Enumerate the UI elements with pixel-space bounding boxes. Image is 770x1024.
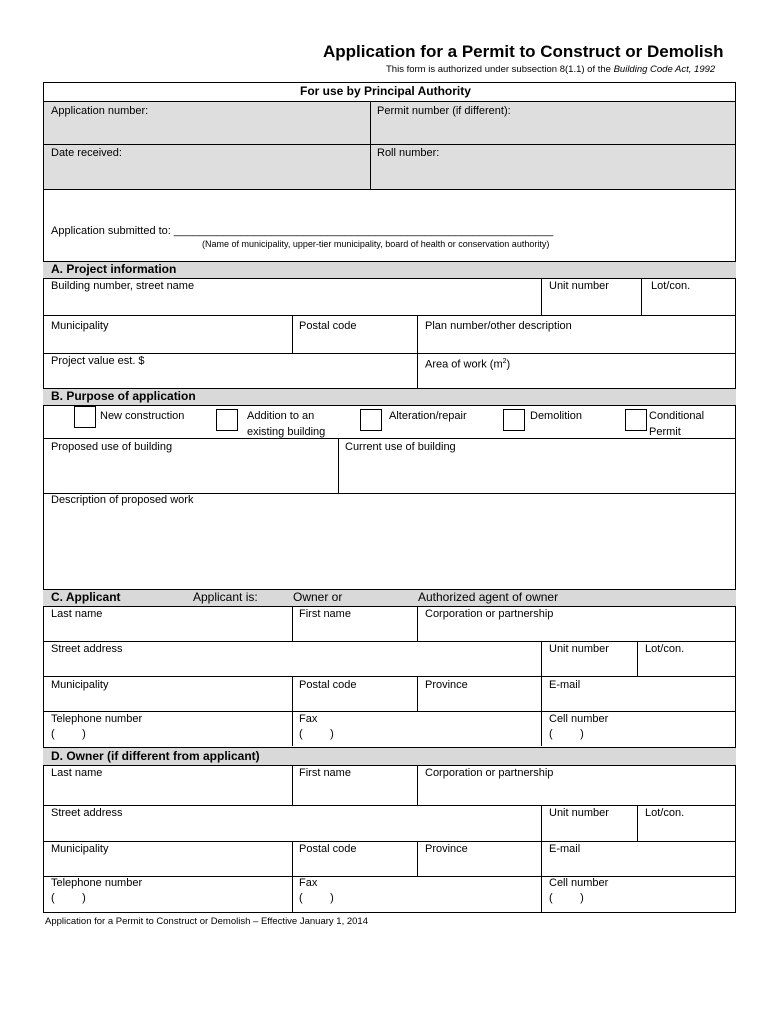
owner-telephone-label: Telephone number <box>51 877 143 889</box>
footer-text: Application for a Permit to Construct or Demolish – Effective January 1, 2014 <box>45 916 368 927</box>
authorized-agent-option[interactable]: Authorized agent of owner <box>418 590 559 604</box>
owner-option[interactable]: Owner or <box>293 590 343 604</box>
owner-street-label: Street address <box>51 807 123 819</box>
owner-fax-paren: ( ) <box>299 892 334 904</box>
conditional-permit-checkbox[interactable] <box>625 409 647 431</box>
applicant-cell-paren: ( ) <box>549 728 584 740</box>
applicant-telephone-label: Telephone number <box>51 713 143 725</box>
applicant-telephone-paren: ( ) <box>51 728 86 740</box>
municipality-label: Municipality <box>51 320 109 332</box>
description-label: Description of proposed work <box>51 494 194 506</box>
owner-fax-label: Fax <box>299 877 318 889</box>
applicant-last-name-label: Last name <box>51 608 103 620</box>
applicant-unit-label: Unit number <box>549 643 609 655</box>
act-name: Building Code Act, 1992 <box>613 64 716 75</box>
applicant-postal-label: Postal code <box>299 679 357 691</box>
applicant-email-label: E-mail <box>549 679 581 691</box>
area-of-work-label <box>425 355 510 372</box>
owner-first-name-label: First name <box>299 767 351 779</box>
authority-statement: This form is authorized under subsection 8(1.1) of the <box>386 64 611 75</box>
applicant-first-name-label: First name <box>299 608 351 620</box>
alteration-label: Alteration/repair <box>389 410 467 422</box>
postal-code-label: Postal code <box>299 320 357 332</box>
section-a-heading: A. Project information <box>43 261 736 278</box>
submitted-to-note: (Name of municipality, upper-tier municipality, board of health or conservation authority) <box>202 239 550 249</box>
owner-email-label: E-mail <box>549 843 581 855</box>
applicant-corporation-label: Corporation or partnership <box>425 608 554 620</box>
description-field[interactable] <box>44 494 735 589</box>
section-c-heading-band <box>43 589 736 606</box>
building-street-label: Building number, street name <box>51 280 195 292</box>
owner-last-name-label: Last name <box>51 767 103 779</box>
new-construction-checkbox[interactable] <box>74 406 96 428</box>
applicant-municipality-label: Municipality <box>51 679 109 691</box>
applicant-province-label: Province <box>425 679 468 691</box>
alteration-checkbox[interactable] <box>360 409 382 431</box>
addition-checkbox[interactable] <box>216 409 238 431</box>
unit-number-label: Unit number <box>549 280 609 292</box>
owner-municipality-label: Municipality <box>51 843 109 855</box>
section-b-heading: B. Purpose of application <box>43 388 736 405</box>
owner-postal-label: Postal code <box>299 843 357 855</box>
addition-label-line2: existing building <box>247 426 326 438</box>
owner-cell-paren: ( ) <box>549 892 584 904</box>
new-construction-label: New construction <box>100 410 185 422</box>
section-c-heading: C. Applicant <box>51 590 121 604</box>
plan-number-label: Plan number/other description <box>425 320 572 332</box>
current-use-label: Current use of building <box>345 441 456 453</box>
addition-label-line1: Addition to an <box>247 410 315 422</box>
conditional-permit-label-line1: Conditional <box>649 410 705 422</box>
conditional-permit-label-line2: Permit <box>649 426 681 438</box>
area-superscript: 2 <box>502 358 507 365</box>
area-of-work-text: Area of work (m <box>425 358 503 371</box>
application-number-label: Application number: <box>51 105 149 117</box>
principal-heading: For use by Principal Authority <box>300 84 471 98</box>
applicant-lot-con-label: Lot/con. <box>645 643 685 655</box>
project-value-label: Project value est. $ <box>51 355 145 367</box>
proposed-use-label: Proposed use of building <box>51 441 173 453</box>
demolition-label: Demolition <box>530 410 582 422</box>
owner-lot-con-label: Lot/con. <box>645 807 685 819</box>
owner-cell-label: Cell number <box>549 877 609 889</box>
owner-corporation-label: Corporation or partnership <box>425 767 554 779</box>
applicant-cell-label: Cell number <box>549 713 609 725</box>
owner-province-label: Province <box>425 843 468 855</box>
applicant-street-label: Street address <box>51 643 123 655</box>
permit-number-label: Permit number (if different): <box>377 105 511 117</box>
submitted-to-label[interactable]: Application submitted to: ______________________________________________________________ <box>51 225 554 237</box>
applicant-is-label: Applicant is: <box>193 590 258 604</box>
demolition-checkbox[interactable] <box>503 409 525 431</box>
lot-con-label: Lot/con. <box>651 280 691 292</box>
applicant-fax-label: Fax <box>299 713 318 725</box>
form-title: Application for a Permit to Construct or Demolish <box>323 42 724 61</box>
owner-telephone-paren: ( ) <box>51 892 86 904</box>
roll-number-label: Roll number: <box>377 147 440 159</box>
section-d-heading: D. Owner (if different from applicant) <box>43 747 736 765</box>
authority-text <box>386 64 715 76</box>
area-close: ) <box>506 358 511 371</box>
applicant-fax-paren: ( ) <box>299 728 334 740</box>
owner-unit-label: Unit number <box>549 807 609 819</box>
date-received-label: Date received: <box>51 147 122 159</box>
